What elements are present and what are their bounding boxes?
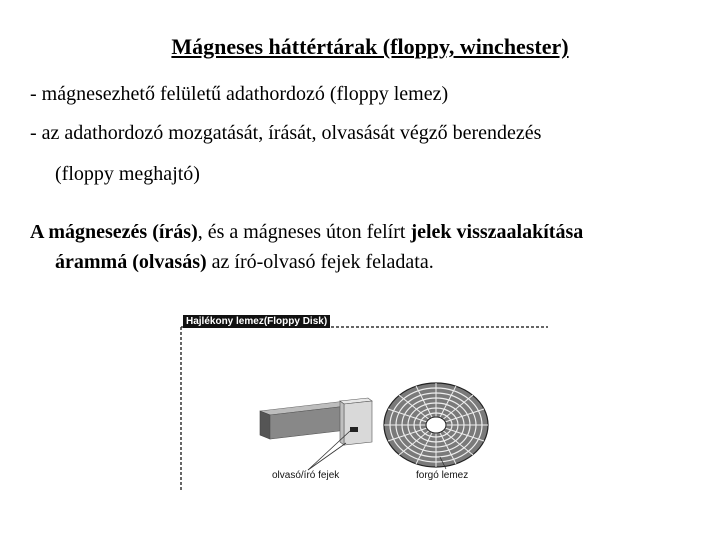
floppy-drive-illustration [178,307,550,507]
text-segment: , és a mágneses úton felírt [197,221,411,243]
floppy-disk-figure [178,307,550,507]
pointer-line-heads [308,431,350,470]
paragraph-line1 [30,221,583,244]
bullet-drive-line2: (floppy meghajtó) [55,163,200,185]
floppy-drive-icon [260,398,372,445]
label-spinning-disk: forgó lemez [416,470,469,481]
paragraph-line2 [55,251,434,274]
label-read-write-heads: olvasó/író fejek [272,470,340,481]
bold-reading: árammá (olvasás) [55,251,207,273]
spinning-disk-icon [384,383,488,467]
slide-title: Mágneses háttértárak (floppy, winchester) [171,34,569,59]
text-segment: az író-olvasó fejek feladata. [206,251,434,273]
bullet-floppy-disk: - mágnesezhető felületű adathordozó (floppy lemez) [30,83,449,105]
bold-magnetization: A mágnesezés (írás) [30,221,198,243]
pointer-line-heads [308,443,346,470]
figure-caption: Hajlékony lemez(Floppy Disk) [183,315,330,328]
bullet-drive-line1: - az adathordozó mozgatását, írását, olvasását végző berendezés [30,122,542,144]
bold-signal-conversion: jelek visszaalakítása [410,221,584,243]
